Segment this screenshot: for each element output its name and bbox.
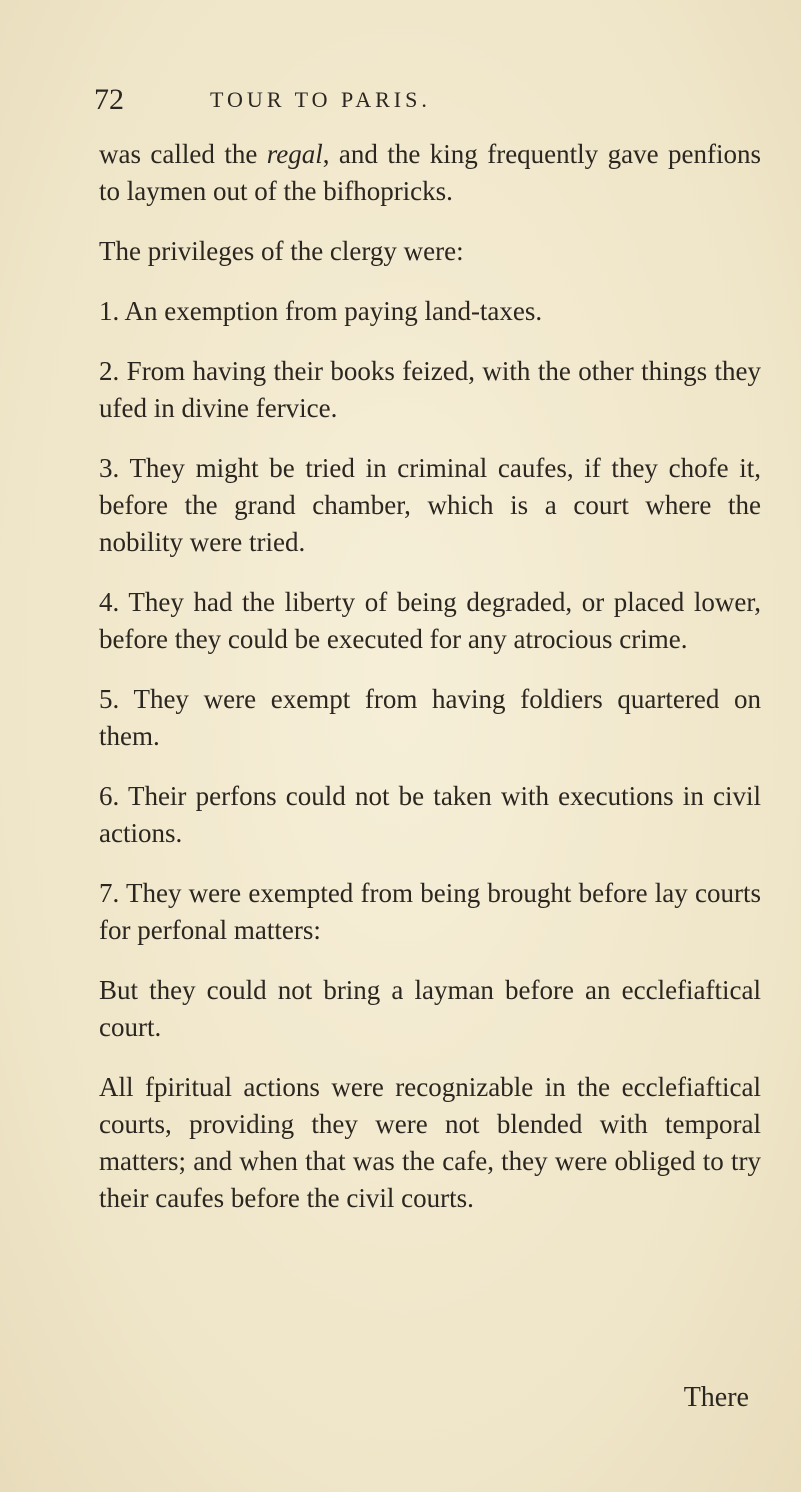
paragraph-text: was called the — [99, 139, 267, 169]
item-number: 4. — [99, 587, 120, 617]
body-text — [99, 136, 761, 1240]
list-item — [99, 584, 761, 658]
catchword: There — [683, 1382, 749, 1413]
list-item — [99, 353, 761, 427]
item-number: 2. — [99, 356, 120, 386]
list-item — [99, 293, 761, 330]
paragraph-text: The privileges of the clergy were: — [99, 236, 464, 266]
italic-term: regal — [266, 139, 323, 169]
item-number: 5. — [99, 684, 120, 714]
item-text: They had the liberty of being degraded, or placed lower, before they could be executed for any atrocious crime. — [99, 587, 762, 654]
item-number: 7. — [99, 878, 120, 908]
item-text: Their perfons could not be taken with executions in civil actions. — [99, 781, 761, 848]
paragraph-privileges-intro — [99, 233, 761, 270]
item-text: They were exempt from having foldiers quartered on them. — [99, 684, 761, 751]
item-number: 1. — [99, 296, 120, 326]
list-item — [99, 681, 761, 755]
list-item — [99, 875, 761, 949]
page-header — [94, 80, 754, 120]
item-text: They were exempted from being brought before lay courts for perfonal matters: — [99, 878, 761, 945]
paragraph-regal — [99, 136, 761, 210]
list-item — [99, 778, 761, 852]
item-number: 6. — [99, 781, 120, 811]
paragraph-spiritual-actions — [99, 1069, 761, 1217]
paragraph-text: All fpiritual actions were recognizable in the ecclefiaftical courts, providing they were not blended with temporal matters; and when that was the cafe, they were obliged to try their caufes before the civil courts. — [99, 1072, 761, 1213]
page-number: 72 — [94, 83, 124, 116]
item-text: From having their books feized, with the other things they ufed in divine fervice. — [99, 356, 762, 423]
paragraph-text: But they could not bring a layman before an ecclefiaftical court. — [99, 975, 761, 1042]
paragraph-text: , and the king frequently gave penfions to laymen out of the bifhopricks. — [99, 139, 761, 206]
list-item — [99, 450, 761, 561]
running-head: TOUR TO PARIS. — [210, 87, 431, 112]
item-number: 3. — [99, 453, 120, 483]
item-text: They might be tried in criminal caufes, if they chofe it, before the grand chamber, which is a court where the nobility were tried. — [99, 453, 761, 557]
item-text: An exemption from paying land-taxes. — [124, 296, 543, 326]
paragraph-layman — [99, 972, 761, 1046]
